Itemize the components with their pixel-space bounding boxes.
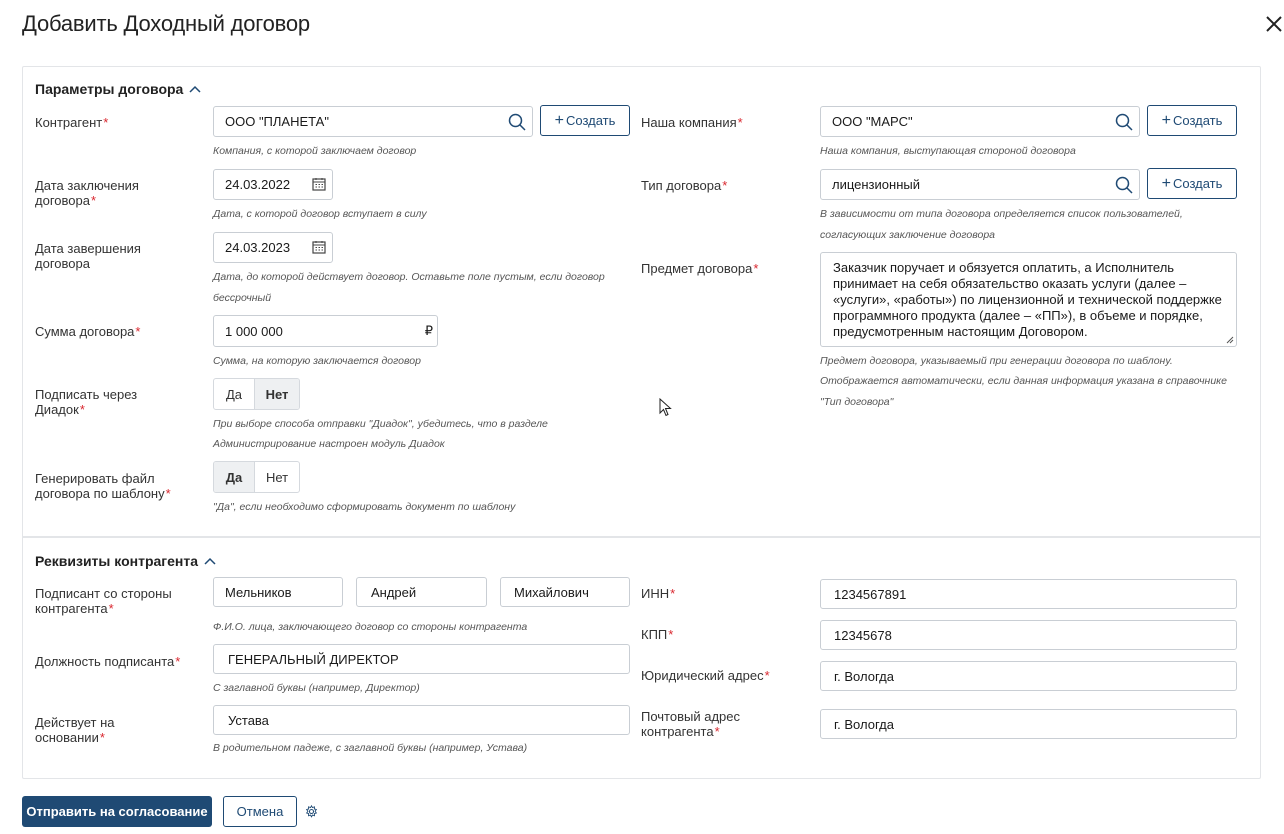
generate-no[interactable]: Нет	[265, 469, 289, 485]
submit-for-approval-button[interactable]: Отправить на согласование	[22, 796, 212, 827]
calendar-icon[interactable]	[312, 240, 326, 254]
contract-type-hint: В зависимости от типа договора определяется список пользователей,	[820, 208, 1183, 220]
inn-label: ИНН*	[641, 586, 676, 601]
section-header-contract-params[interactable]	[35, 81, 201, 97]
date-signed-label: Дата заключения договора*	[35, 178, 139, 208]
subject-hint-3: "Тип договора"	[820, 396, 894, 408]
contract-type-label: Тип договора*	[641, 178, 728, 193]
date-end-hint: Дата, до которой действует договор. Оставьте поле пустым, если договор	[213, 271, 605, 283]
postal-address-label: Почтовый адрес контрагента*	[641, 709, 740, 739]
create-counterparty-button[interactable]: + Создать	[540, 105, 630, 136]
kpp-input[interactable]: 12345678	[820, 620, 1237, 650]
subject-label: Предмет договора*	[641, 261, 759, 276]
basis-label: Действует на основании*	[35, 715, 115, 745]
signer-hint: Ф.И.О. лица, заключающего договор со стороны контрагента	[213, 621, 528, 633]
position-input[interactable]: ГЕНЕРАЛЬНЫЙ ДИРЕКТОР	[213, 644, 630, 674]
postal-address-input[interactable]: г. Вологда	[820, 709, 1237, 739]
our-company-label: Наша компания*	[641, 115, 743, 130]
date-signed-input[interactable]: 24.03.2022	[213, 169, 333, 200]
basis-hint: В родительном падеже, с заглавной буквы (например, Устава)	[213, 742, 528, 754]
gear-icon[interactable]	[305, 805, 318, 818]
section-title: Параметры договора	[35, 81, 184, 97]
section-title: Реквизиты контрагента	[35, 553, 199, 569]
our-company-input[interactable]: ООО "МАРС"	[820, 106, 1140, 137]
amount-hint: Сумма, на которую заключается договор	[213, 355, 421, 367]
search-icon[interactable]	[508, 113, 526, 131]
section-divider	[23, 536, 1260, 538]
chevron-up-icon[interactable]	[204, 557, 216, 565]
chevron-up-icon[interactable]	[189, 85, 201, 93]
subject-hint-2: Отображается автоматически, если данная информация указана в справочнике	[820, 375, 1227, 387]
signer-middle-name-input[interactable]: Михайлович	[500, 577, 630, 607]
basis-input[interactable]: Устава	[213, 705, 630, 735]
kpp-label: КПП*	[641, 627, 674, 642]
position-hint: С заглавной буквы (например, Директор)	[213, 682, 420, 694]
legal-address-input[interactable]: г. Вологда	[820, 661, 1237, 691]
plus-icon: +	[1161, 174, 1171, 192]
diadoc-hint: При выборе способа отправки "Диадок", убедитесь, что в разделе	[213, 418, 548, 430]
search-icon[interactable]	[1115, 176, 1133, 194]
create-our-company-button[interactable]: + Создать	[1147, 105, 1237, 136]
mouse-cursor-icon	[659, 398, 672, 417]
calendar-icon[interactable]	[312, 177, 326, 191]
counterparty-label: Контрагент*	[35, 115, 109, 130]
diadoc-label: Подписать через Диадок*	[35, 387, 138, 417]
legal-address-label: Юридический адрес*	[641, 668, 770, 683]
counterparty-hint: Компания, с которой заключаем договор	[213, 145, 417, 157]
generate-label: Генерировать файл договора по шаблону*	[35, 471, 171, 501]
generate-toggle[interactable]	[213, 461, 300, 493]
diadoc-yes[interactable]: Да	[226, 386, 243, 402]
our-company-hint: Наша компания, выступающая стороной договора	[820, 145, 1076, 157]
search-icon[interactable]	[1115, 113, 1133, 131]
section-header-counterparty-details[interactable]	[35, 553, 216, 569]
diadoc-toggle[interactable]	[213, 378, 300, 410]
subject-textarea[interactable]: Заказчик поручает и обязуется оплатить, а Исполнитель принимает на себя обязательство оказать услуги (далее – «услуги», «работы») по лицензионной и технической поддержке программного продукта (далее – «ПП»), в объеме и порядке, предусмотренным настоящим Договором.	[820, 252, 1237, 347]
signer-last-name-input[interactable]: Мельников	[213, 577, 343, 607]
date-end-hint-2: бессрочный	[213, 292, 272, 304]
generate-hint: "Да", если необходимо сформировать документ по шаблону	[213, 501, 516, 513]
subject-hint: Предмет договора, указываемый при генерации договора по шаблону.	[820, 355, 1173, 367]
generate-yes[interactable]: Да	[214, 462, 254, 492]
cancel-button[interactable]: Отмена	[223, 796, 297, 827]
contract-type-hint-2: согласующих заключение договора	[820, 229, 995, 241]
amount-input[interactable]: 1 000 000 ₽	[213, 315, 438, 347]
counterparty-value: ООО "ПЛАНЕТА"	[225, 114, 329, 129]
position-label: Должность подписанта*	[35, 654, 181, 669]
signer-first-name-input[interactable]: Андрей	[356, 577, 487, 607]
plus-icon: +	[1161, 111, 1171, 129]
plus-icon: +	[554, 111, 564, 129]
contract-type-input[interactable]: лицензионный	[820, 169, 1140, 200]
inn-input[interactable]: 1234567891	[820, 579, 1237, 609]
diadoc-hint-2: Администрирование настроен модуль Диадок	[213, 438, 445, 450]
counterparty-input[interactable]	[213, 106, 533, 137]
date-end-input[interactable]: 24.03.2023	[213, 232, 333, 263]
signer-label: Подписант со стороны контрагента*	[35, 586, 172, 616]
page-title: Добавить Доходный договор	[22, 11, 310, 36]
currency-symbol: ₽	[424, 323, 433, 338]
close-icon[interactable]	[1262, 12, 1284, 36]
resize-handle-icon[interactable]	[1224, 334, 1234, 344]
date-signed-hint: Дата, с которой договор вступает в силу	[213, 208, 427, 220]
amount-label: Сумма договора*	[35, 324, 141, 339]
create-contract-type-button[interactable]: + Создать	[1147, 168, 1237, 199]
diadoc-no[interactable]: Нет	[255, 379, 299, 409]
date-end-label: Дата завершения договора	[35, 241, 141, 271]
